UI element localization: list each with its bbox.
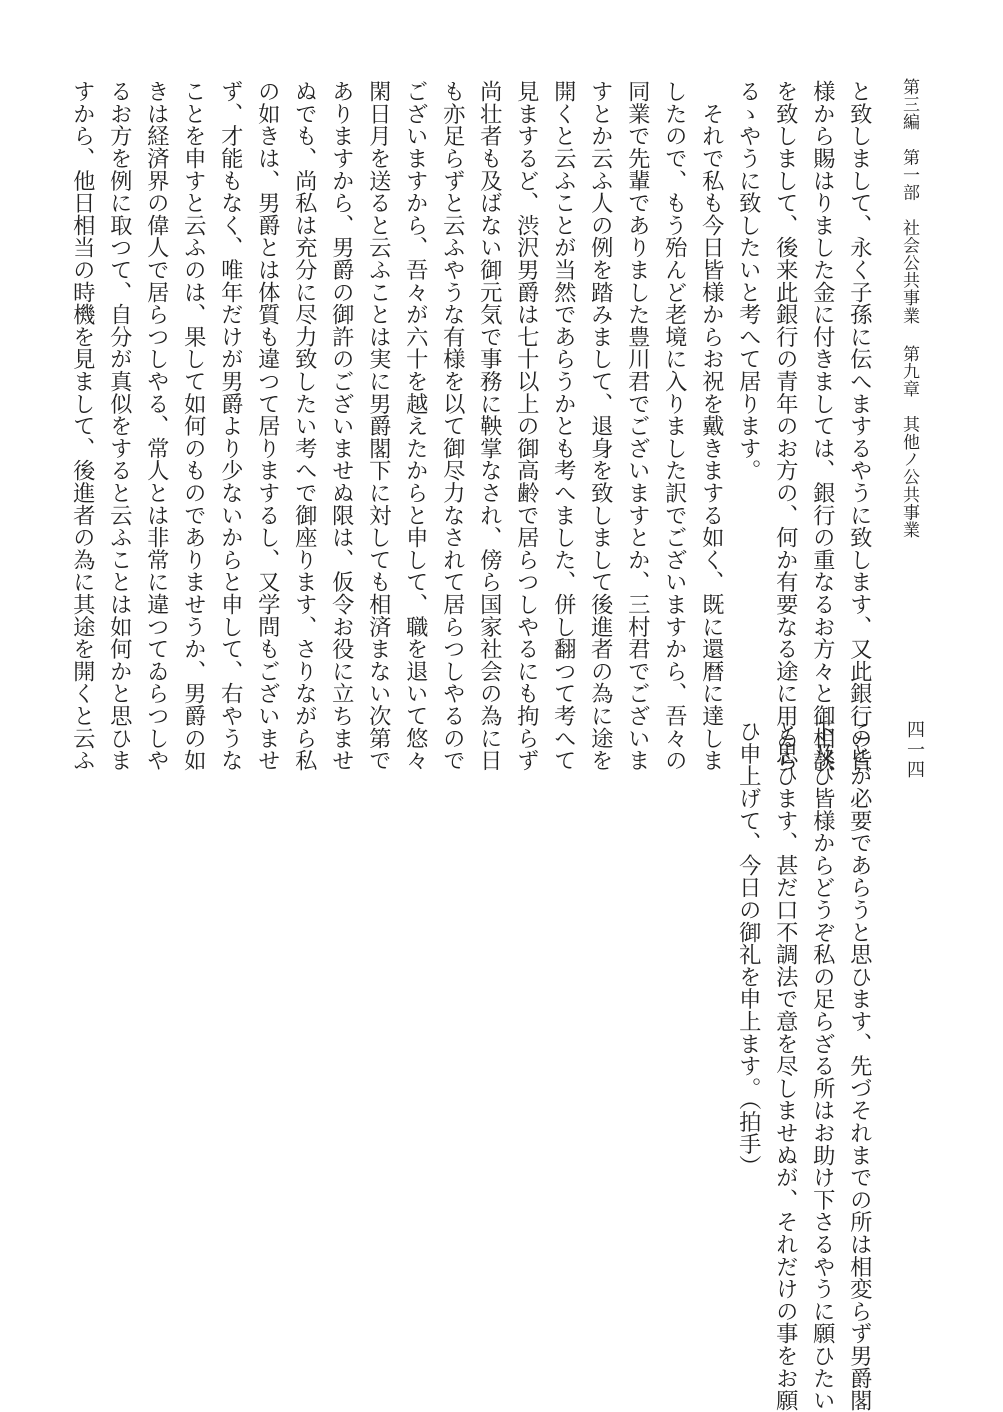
running-header-chapter: 第九章 其他ノ公共事業: [899, 345, 919, 539]
text-line: るゝやうに致したいと考へて居ります。: [735, 80, 762, 482]
text-line: すから、他日相当の時機を見まして、後進者の為に其途を開くと云ふ: [69, 80, 96, 772]
text-line: ございますから、吾々が六十を越えたからと申して、職を退いて悠々: [402, 80, 429, 772]
text-line: ひ申上げて、今日の御礼を申上ます。（拍手）: [735, 720, 762, 1178]
text-line: を致しまして、後来此銀行の青年のお方の、何か有要なる途に用ゐら: [772, 80, 799, 772]
text-line: ず、才能もなく、唯年だけが男爵より少ないからと申して、右やうな: [217, 80, 244, 772]
text-line: ことを申すと云ふのは、果して如何のものでありませうか、男爵の如: [180, 80, 207, 772]
text-line: 閑日月を送ると云ふことは実に男爵閣下に対しても相済まない次第で: [365, 80, 392, 772]
text-line: すとか云ふ人の例を踏みまして、退身を致しまして後進者の為に途を: [587, 80, 614, 772]
text-line: るお方を例に取つて、自分が真似をすると云ふことは如何かと思ひま: [106, 80, 133, 772]
page-number: 四一四: [904, 720, 925, 780]
text-line: 尚壮者も及ばない御元気で事務に鞅掌なされ、傍ら国家社会の為に日: [476, 80, 503, 772]
text-line: 同業で先輩でありました豊川君でございますとか、三村君でございま: [624, 80, 651, 772]
text-line: 開くと云ふことが当然であらうかとも考へました、併し翻つて考へて: [550, 80, 577, 772]
text-line: ありますから、男爵の御許のございませぬ限は、仮令お役に立ちませ: [328, 80, 355, 772]
text-line: したので、もう殆んど老境に入りました訳でございますから、吾々の: [661, 80, 688, 772]
text-line: それで私も今日皆様からお祝を戴きまする如く、既に還暦に達しま: [698, 80, 725, 772]
text-line: と思ひます、甚だ口不調法で意を尽しませぬが、それだけの事をお願: [772, 720, 799, 1412]
running-header-part: 第三編 第一部 社会公共事業: [899, 78, 919, 325]
text-line: と致しまして、永く子孫に伝へまするやうに致します、又此銀行の皆: [846, 80, 873, 772]
text-line: ぬでも、尚私は充分に尽力致したい考へで御座ります、さりながら私: [291, 80, 318, 772]
text-line: 見まするど、渋沢男爵は七十以上の御高齢で居らつしやるにも拘らず: [513, 80, 540, 772]
text-line: 下及び皆様からどうぞ私の足らざる所はお助け下さるやうに願ひたい: [809, 720, 836, 1412]
text-line: 様から賜はりました金に付きましては、銀行の重なるお方々と御相談: [809, 80, 836, 772]
text-line: ことが必要であらうと思ひます、先づそれまでの所は相変らず男爵閣: [846, 720, 873, 1412]
text-line: の如きは、男爵とは体質も違つて居りまするし、又学問もございませ: [254, 80, 281, 772]
text-line: も亦足らずと云ふやうな有様を以て御尽力なされて居らつしやるので: [439, 80, 466, 772]
text-line: きは経済界の偉人で居らつしやる、常人とは非常に違つてゐらつしや: [143, 80, 170, 772]
